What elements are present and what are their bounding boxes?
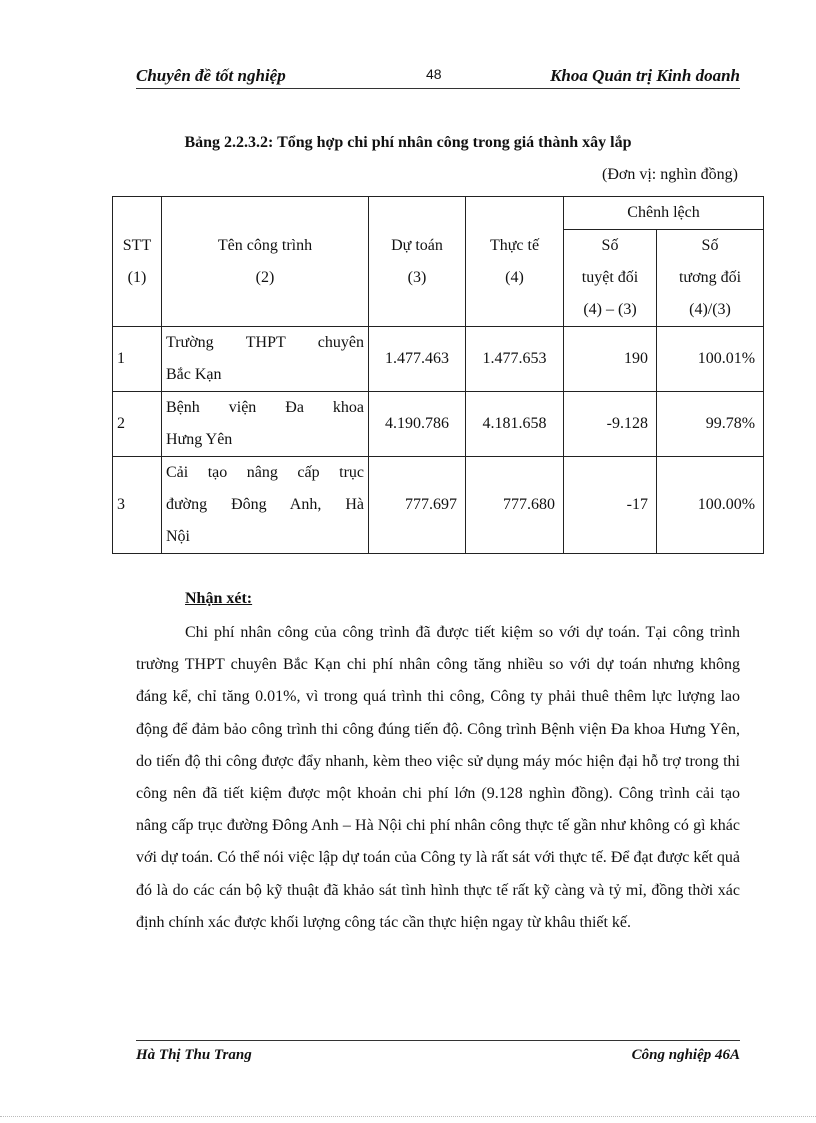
cell-stt: 2 bbox=[113, 392, 162, 457]
table-caption: Bảng 2.2.3.2: Tổng hợp chi phí nhân công trong giá thành xây lắp bbox=[184, 134, 632, 151]
header-stt: STT (1) bbox=[113, 197, 162, 327]
header-name: Tên công trình (2) bbox=[162, 197, 369, 327]
cell-stt: 1 bbox=[113, 327, 162, 392]
footer-author: Hà Thị Thu Trang bbox=[136, 1047, 252, 1063]
header-relative: Số tương đối (4)/(3) bbox=[657, 230, 764, 327]
cell-name: Cải tạo nâng cấp trục đường Đông Anh, Hà Nội bbox=[162, 457, 369, 554]
cell-relative: 100.00% bbox=[657, 457, 764, 554]
cell-stt: 3 bbox=[113, 457, 162, 554]
remarks-paragraph: Chi phí nhân công của công trình đã được tiết kiệm so với dự toán. Tại công trình trường THPT chuyên Bắc Kạn chi phí nhân công tăng nhiều so với dự toán nhưng không đáng kể, chỉ tăng 0.01%, vì trong quá trình thi công, Công ty phải thuê thêm lực lượng lao động để đảm bảo công trình thi công đúng tiến độ. Công trình Bệnh viện Đa khoa Hưng Yên, do tiến độ thi công được đẩy nhanh, kèm theo việc sử dụng máy móc hiện đại hỗ trợ trong thi công nên đã tiết kiệm được một khoản chi phí lớn (9.128 nghìn đồng). Công trình cải tạo nâng cấp trục đường Đông Anh – Hà Nội chi phí nhân công thực tế gần như không có gì khác với dự toán. Có thể nói việc lập dự toán của Công ty là rất sát với thực tế. Để đạt được kết quả đó là do các cán bộ kỹ thuật đã khảo sát tình hình thực tế rất kỹ càng và tỷ mỉ, đồng thời xác định chính xác được khối lượng công tác cần thực hiện ngay từ khâu thiết kế. bbox=[136, 624, 740, 931]
cell-name: Trường THPT chuyên Bắc Kạn bbox=[162, 327, 369, 392]
header-left-text: Chuyên đề tốt nghiệp bbox=[136, 66, 286, 85]
cell-actual: 1.477.653 bbox=[466, 327, 564, 392]
page-footer bbox=[136, 1040, 740, 1069]
header-difference: Chênh lệch bbox=[564, 197, 764, 230]
header-absolute: Số tuyệt đối (4) – (3) bbox=[564, 230, 657, 327]
table-row bbox=[113, 457, 764, 554]
header-actual: Thực tế (4) bbox=[466, 197, 564, 327]
table-header-row-1 bbox=[113, 197, 764, 230]
page-number: 48 bbox=[426, 66, 442, 82]
table-row bbox=[113, 327, 764, 392]
cell-actual: 4.181.658 bbox=[466, 392, 564, 457]
footer-class: Công nghiệp 46A bbox=[631, 1047, 740, 1063]
labor-cost-table bbox=[112, 196, 764, 554]
unit-note: (Đơn vị: nghìn đồng) bbox=[601, 166, 738, 183]
table-row bbox=[113, 392, 764, 457]
cell-estimate: 777.697 bbox=[369, 457, 466, 554]
cell-actual: 777.680 bbox=[466, 457, 564, 554]
header-estimate: Dự toán (3) bbox=[369, 197, 466, 327]
cell-estimate: 4.190.786 bbox=[369, 392, 466, 457]
page-header bbox=[136, 64, 740, 89]
cell-absolute: -9.128 bbox=[564, 392, 657, 457]
cell-absolute: 190 bbox=[564, 327, 657, 392]
remarks-title: Nhận xét: bbox=[185, 590, 253, 607]
cell-estimate: 1.477.463 bbox=[369, 327, 466, 392]
cell-relative: 99.78% bbox=[657, 392, 764, 457]
cell-relative: 100.01% bbox=[657, 327, 764, 392]
header-right-text: Khoa Quản trị Kinh doanh bbox=[550, 66, 740, 85]
cell-absolute: -17 bbox=[564, 457, 657, 554]
cell-name: Bệnh viện Đa khoa Hưng Yên bbox=[162, 392, 369, 457]
page-edge-divider bbox=[0, 1116, 816, 1117]
